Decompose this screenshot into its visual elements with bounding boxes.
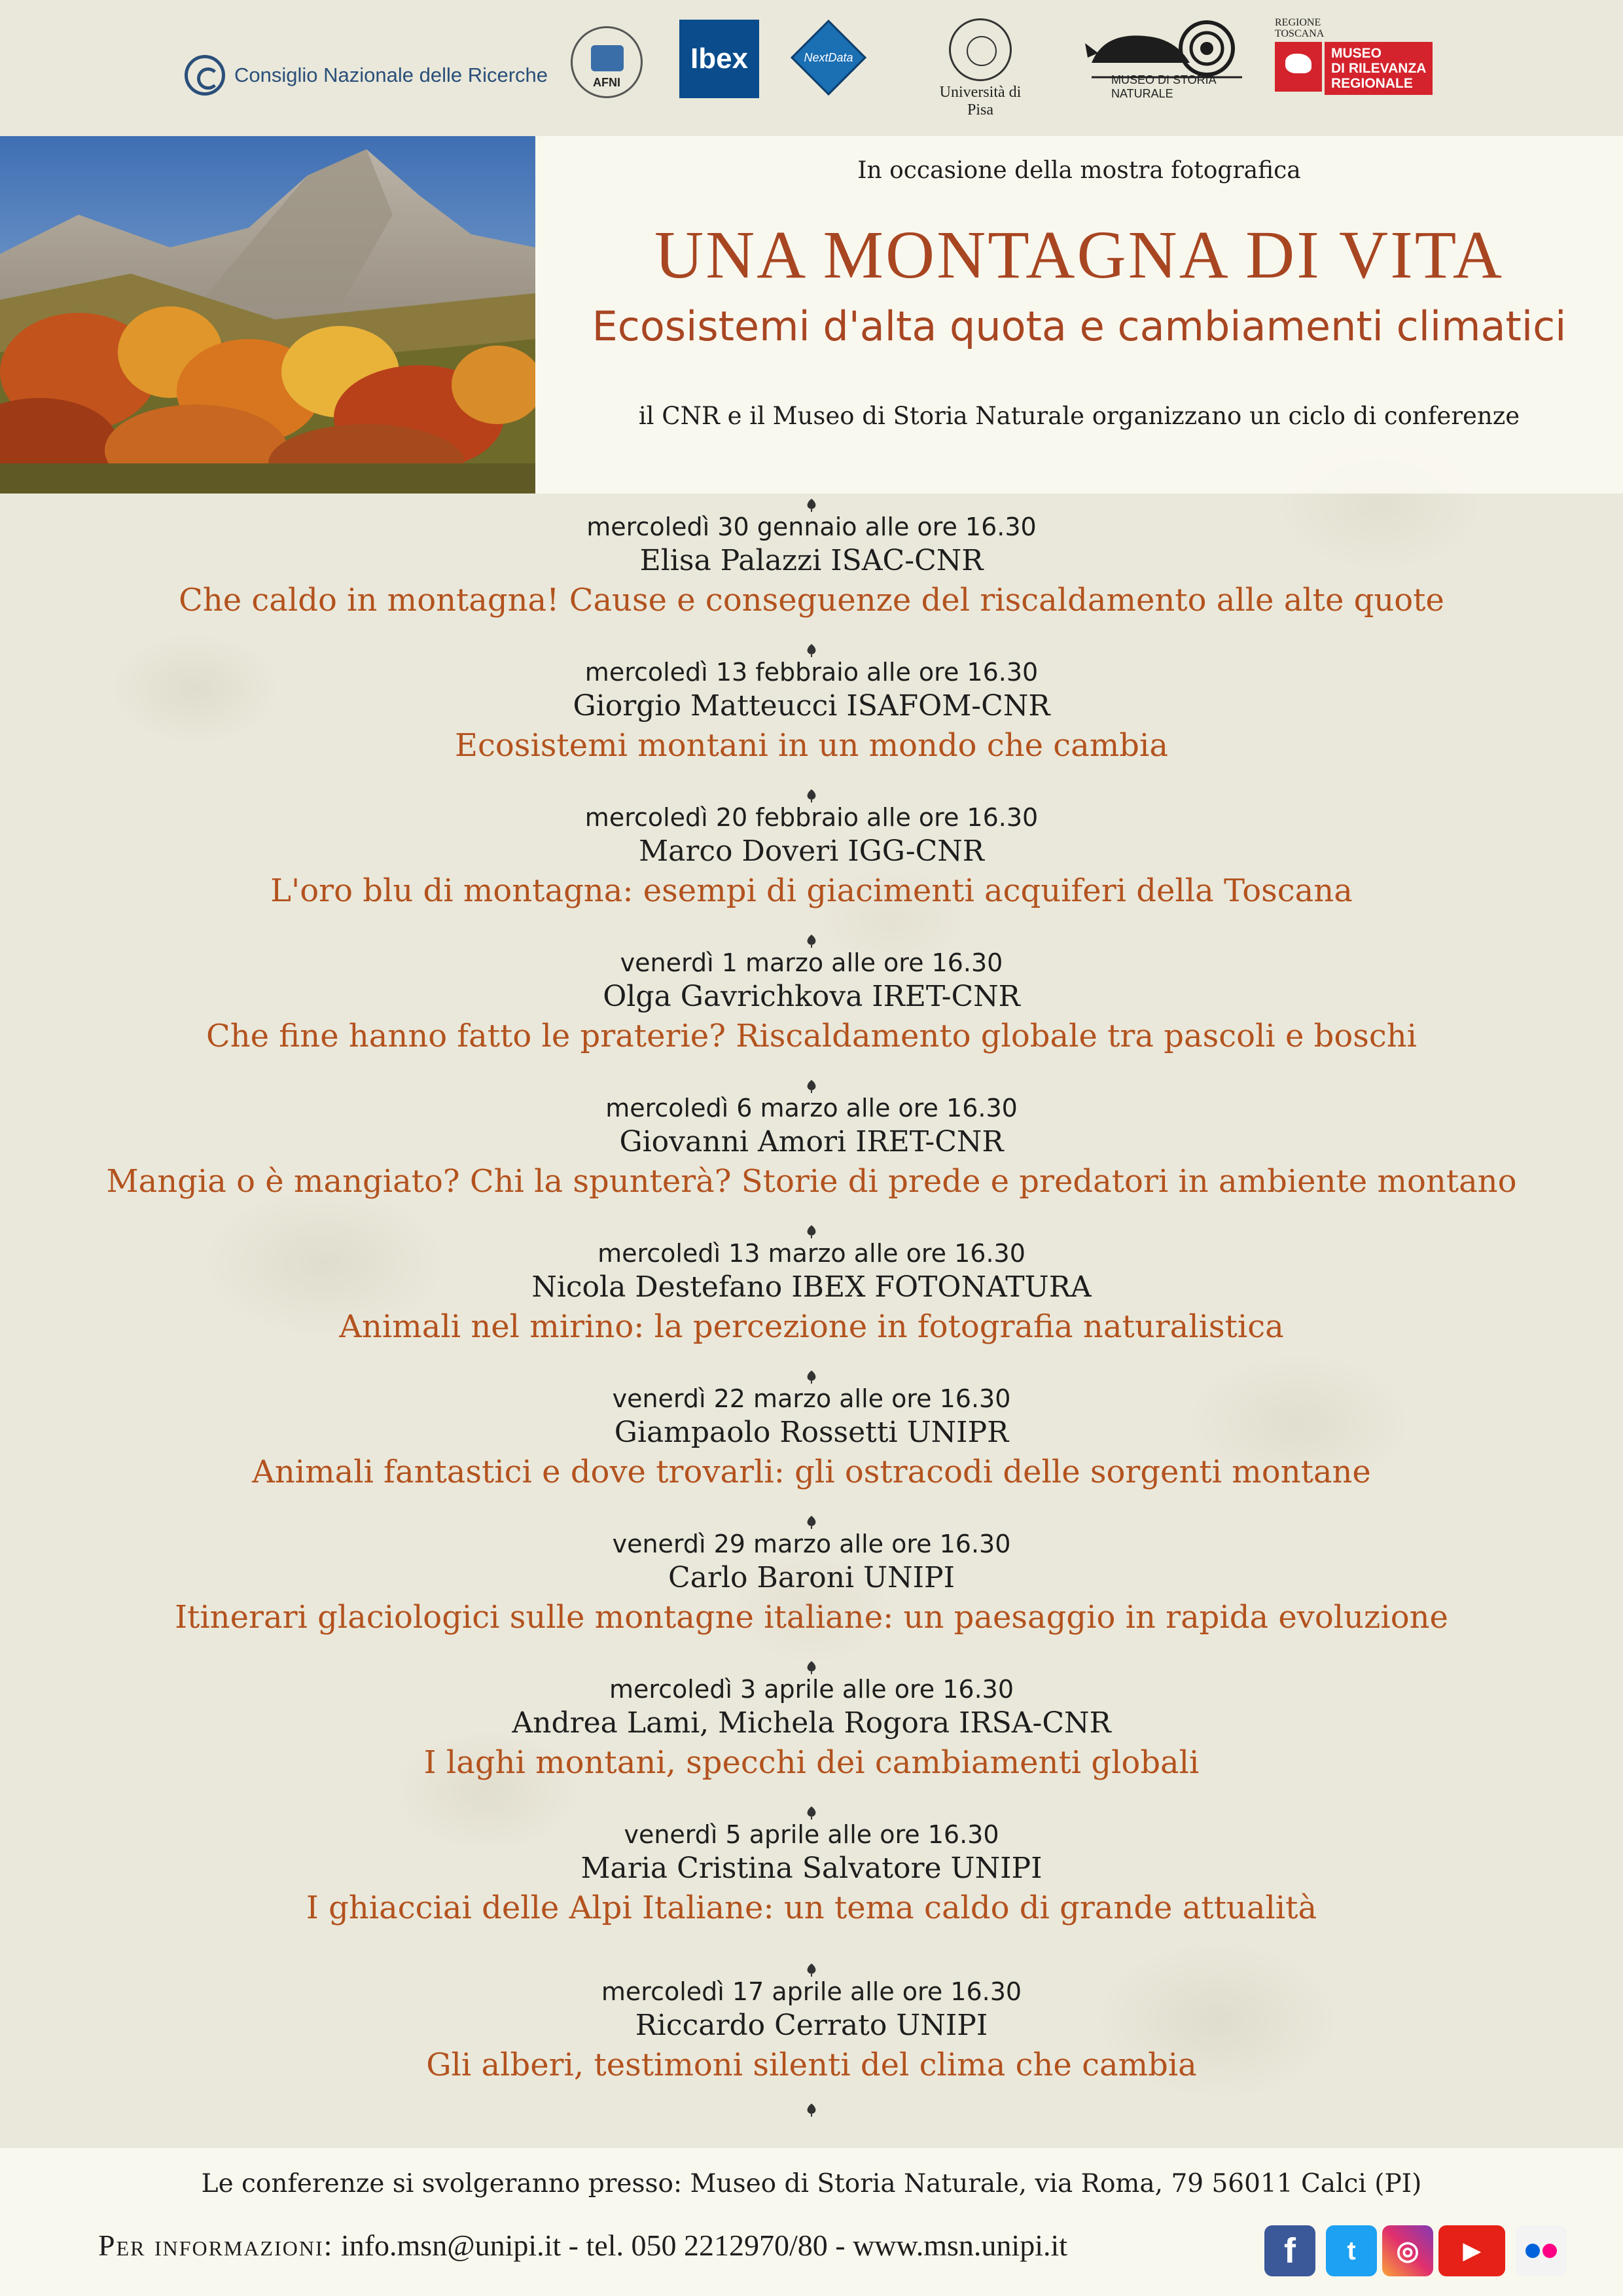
mountain-landscape-illustration (0, 136, 535, 493)
leaf-divider-icon (803, 1962, 820, 1977)
hero-mountain-image (0, 136, 535, 493)
leaf-divider-icon (803, 1805, 820, 1820)
event-speaker: Maria Cristina Salvatore UNIPI (580, 1852, 1043, 1885)
event-title: L'oro blu di montagna: esempi di giacimenti acquiferi della Toscana (270, 872, 1353, 909)
leaf-divider-icon (803, 1079, 820, 1093)
unipi-logo-text: Università di Pisa (939, 84, 1022, 118)
event-date: mercoledì 3 aprile alle ore 16.30 (609, 1675, 1014, 1704)
occasion-text: In occasione della mostra fotografica (857, 157, 1301, 184)
conference-program (0, 497, 1623, 2153)
nextdata-diamond-icon (789, 18, 868, 97)
leaf-divider-icon (803, 497, 820, 512)
event-title: Che caldo in montagna! Cause e conseguenze del riscaldamento alle alte quote (179, 582, 1444, 619)
toscana-museum-label (1325, 42, 1433, 95)
event-item (0, 497, 1623, 620)
unipi-seal-icon (949, 18, 1012, 81)
leaf-divider-icon (803, 933, 820, 948)
event-item (0, 933, 1623, 1056)
event-speaker: Andrea Lami, Michela Rogora IRSA-CNR (512, 1706, 1111, 1740)
event-speaker: Riccardo Cerrato UNIPI (635, 2009, 988, 2042)
event-title: Itinerari glaciologici sulle montagne italiane: un paesaggio in rapida evoluzione (175, 1599, 1448, 1636)
event-title: Animali nel mirino: la percezione in fotografia naturalistica (339, 1308, 1284, 1345)
cnr-logo (185, 55, 548, 96)
cnr-mark-icon (185, 55, 225, 96)
event-speaker: Nicola Destefano IBEX FOTONATURA (531, 1270, 1092, 1304)
nextdata-logo (789, 18, 868, 97)
leaf-divider-icon (803, 1660, 820, 1674)
event-date: venerdì 1 marzo alle ore 16.30 (620, 948, 1003, 977)
toscana-label-line-2: DI RILEVANZA (1331, 61, 1427, 76)
leaf-divider-icon (803, 2102, 820, 2117)
toscana-label-line-3: REGIONALE (1331, 76, 1413, 91)
ibex-logo-text: Ibex (690, 43, 749, 75)
leaf-divider-icon (803, 1224, 820, 1238)
afni-logo (571, 26, 643, 98)
exhibition-subtitle: Ecosistemi d'alta quota e cambiamenti climatici (592, 302, 1567, 350)
camera-icon (591, 45, 624, 71)
event-item (0, 1962, 1623, 2085)
toscana-region-text: REGIONE TOSCANA (1275, 17, 1325, 39)
flickr-icon[interactable] (1516, 2225, 1567, 2276)
afni-logo-text: AFNI (593, 76, 620, 89)
event-date: mercoledì 17 aprile alle ore 16.30 (601, 1977, 1022, 2006)
event-item (0, 1224, 1623, 1347)
event-item (0, 1369, 1623, 1492)
contact-details[interactable]: info.msn@unipi.it - tel. 050 2212970/80 - www.msn.unipi.it (333, 2229, 1068, 2262)
flickr-pink-dot (1543, 2244, 1557, 2258)
logos-bar (0, 0, 1623, 134)
leaf-divider-icon (803, 1369, 820, 1384)
twitter-glyph: t (1347, 2236, 1356, 2265)
event-speaker: Carlo Baroni UNIPI (668, 1561, 955, 1594)
nextdata-logo-text: NextData (804, 51, 853, 64)
msn-logo (1079, 17, 1249, 101)
event-title: Mangia o è mangiato? Chi la spunterà? Storie di prede e predatori in ambiente montano (106, 1163, 1517, 1200)
organizers-text: il CNR e il Museo di Storia Naturale organizzano un ciclo di conferenze (638, 402, 1520, 430)
youtube-icon[interactable] (1438, 2225, 1505, 2276)
leaf-divider-icon (803, 1515, 820, 1529)
event-title: I laghi montani, specchi dei cambiamenti globali (423, 1744, 1200, 1781)
event-date: mercoledì 30 gennaio alle ore 16.30 (586, 512, 1037, 541)
event-item (0, 1515, 1623, 1638)
event-speaker: Giorgio Matteucci ISAFOM-CNR (573, 689, 1050, 723)
pegasus-icon (1275, 42, 1322, 92)
facebook-glyph: f (1284, 2231, 1296, 2270)
cnr-logo-text: Consiglio Nazionale delle Ricerche (234, 63, 548, 86)
leaf-divider-icon (803, 788, 820, 802)
event-item (0, 1805, 1623, 1928)
event-title: Ecosistemi montani in un mondo che cambia (454, 727, 1168, 764)
event-date: venerdì 29 marzo alle ore 16.30 (612, 1530, 1011, 1558)
event-date: mercoledì 20 febbraio alle ore 16.30 (584, 803, 1039, 832)
event-title: Che fine hanno fatto le praterie? Riscaldamento globale tra pascoli e boschi (205, 1018, 1418, 1054)
whale-shell-icon (1079, 17, 1249, 82)
flickr-blue-dot (1525, 2244, 1540, 2258)
toscana-label-line-1: MUSEO (1331, 46, 1382, 61)
event-speaker: Giovanni Amori IRET-CNR (619, 1125, 1004, 1158)
event-date: mercoledì 13 marzo alle ore 16.30 (597, 1239, 1026, 1268)
event-speaker: Olga Gavrichkova IRET-CNR (603, 980, 1020, 1013)
instagram-icon[interactable] (1382, 2225, 1433, 2276)
event-item (0, 1660, 1623, 1783)
event-speaker: Marco Doveri IGG-CNR (639, 834, 984, 868)
twitter-icon[interactable] (1326, 2225, 1377, 2276)
event-title: Animali fantastici e dove trovarli: gli ostracodi delle sorgenti montane (252, 1454, 1371, 1490)
event-title: Gli alberi, testimoni silenti del clima che cambia (426, 2047, 1197, 2083)
event-date: mercoledì 13 febbraio alle ore 16.30 (584, 658, 1039, 687)
event-item (0, 1079, 1623, 1202)
event-item (0, 788, 1623, 911)
unipi-logo (928, 18, 1033, 119)
contact-label: Per informazioni: (98, 2229, 334, 2262)
event-date: venerdì 5 aprile alle ore 16.30 (624, 1820, 999, 1849)
instagram-glyph: ◎ (1396, 2236, 1419, 2265)
event-date: mercoledì 6 marzo alle ore 16.30 (605, 1094, 1018, 1122)
exhibition-title: UNA MONTAGNA DI VITA (654, 217, 1505, 293)
youtube-glyph: ▶ (1463, 2238, 1481, 2263)
msn-logo-text: MUSEO DI STORIA NATURALE (1111, 73, 1216, 100)
contact-info (98, 2228, 1067, 2263)
venue-text: Le conferenze si svolgeranno presso: Museo di Storia Naturale, via Roma, 79 56011 Calci (PI) (201, 2169, 1422, 2198)
event-date: venerdì 22 marzo alle ore 16.30 (612, 1384, 1011, 1413)
ibex-logo (679, 20, 759, 98)
event-item (0, 643, 1623, 766)
event-speaker: Elisa Palazzi ISAC-CNR (639, 544, 984, 577)
facebook-icon[interactable] (1264, 2225, 1315, 2276)
event-speaker: Giampaolo Rossetti UNIPR (614, 1416, 1009, 1449)
toscana-logo (1275, 17, 1433, 95)
leaf-divider-icon (803, 643, 820, 657)
event-title: I ghiacciai delle Alpi Italiane: un tema caldo di grande attualità (306, 1890, 1317, 1926)
